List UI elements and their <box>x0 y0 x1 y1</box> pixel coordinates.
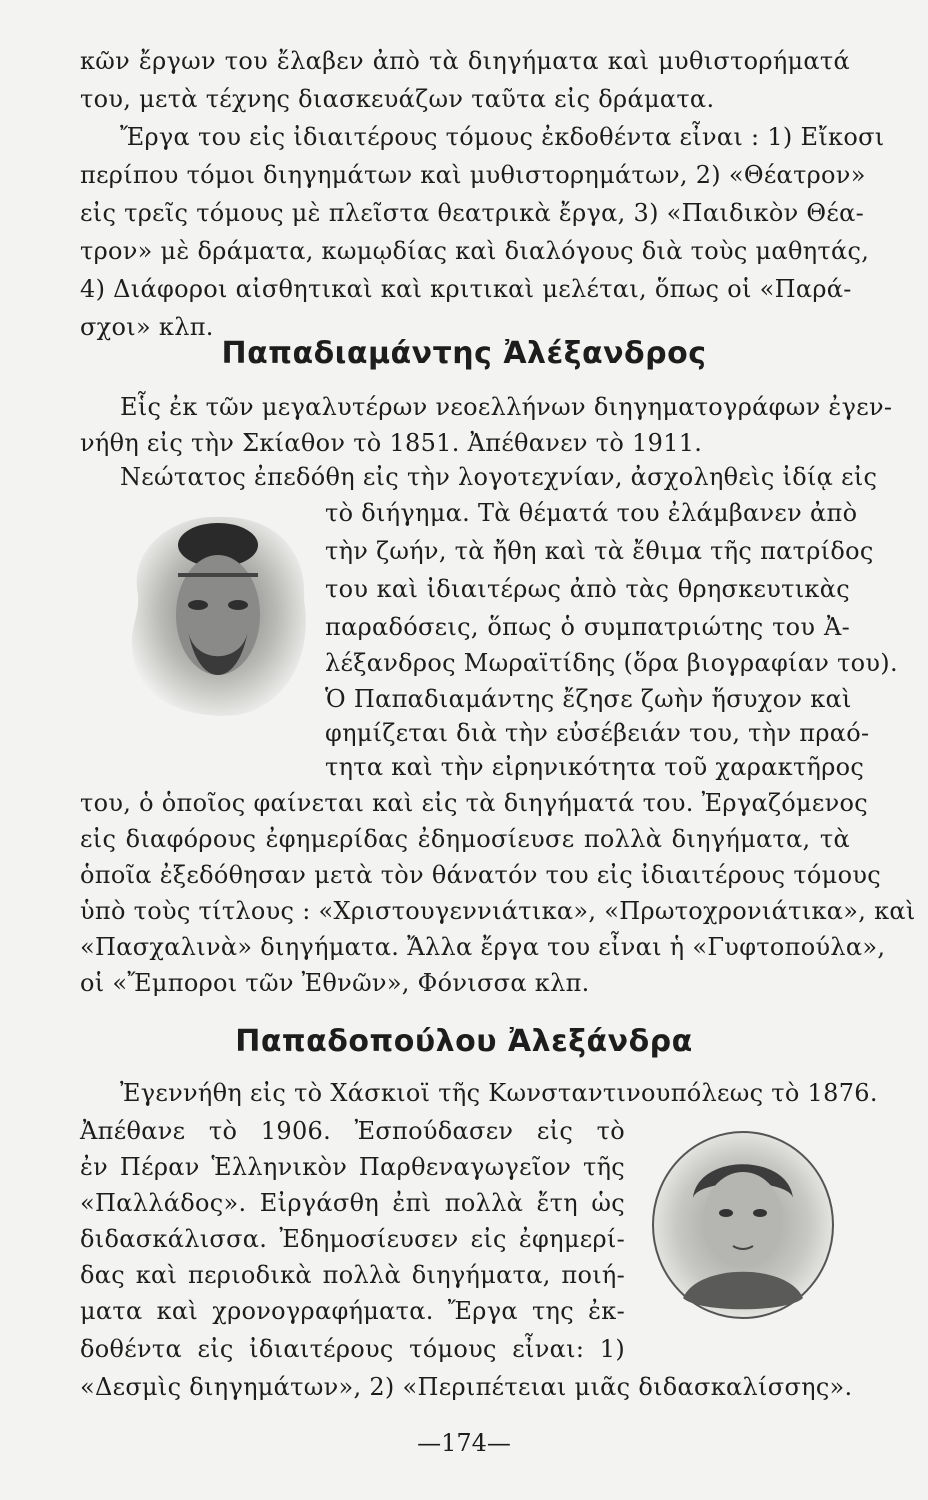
text-line: Εἷς ἐκ τῶν μεγαλυτέρων νεοελλήνων διηγηματογράφων ἐγεν- <box>120 393 893 421</box>
text-line: τητα καὶ τὴν εἰρηνικότητα τοῦ χαρακτῆρος <box>325 753 865 781</box>
text-line: φημίζεται διὰ τὴν εὐσέβειάν του, τὴν πραό- <box>325 719 870 747</box>
text-line: «Πασχαλινὰ» διηγήματα. Ἄλλα ἔργα του εἶναι ἡ «Γυφτοπούλα», <box>80 933 886 961</box>
text-line: παραδόσεις, ὅπως ὁ συμπατριώτης του Ἀ- <box>325 613 850 641</box>
text-line: εἰς τρεῖς τόμους μὲ πλεῖστα θεατρικὰ ἔργα, 3) «Παιδικὸν Θέα- <box>80 199 865 227</box>
text-line: δας καὶ περιοδικὰ πολλὰ διηγήματα, ποιή- <box>80 1261 625 1289</box>
text-line: του, ὁ ὁποῖος φαίνεται καὶ εἰς τὰ διηγήματά του. Ἐργαζόμενος <box>80 789 869 817</box>
portrait-papadopoulou-image <box>648 1128 838 1323</box>
text-line: Ὁ Παπαδιαμάντης ἔζησε ζωὴν ἥσυχον καὶ <box>325 685 852 713</box>
text-line: ὁποῖα ἐξεδόθησαν μετὰ τὸν θάνατόν του εἰς ἰδιαιτέρους τόμους <box>80 861 881 889</box>
text-line: Ἐγεννήθη εἰς τὸ Χάσκιοϊ τῆς Κωνσταντινουπόλεως τὸ 1876. <box>120 1079 878 1107</box>
text-line: Ἀπέθανε τὸ 1906. Ἐσπούδασεν εἰς τὸ <box>80 1117 625 1145</box>
text-line: τὴν ζωήν, τὰ ἤθη καὶ τὰ ἔθιμα τῆς πατρίδος <box>325 537 874 565</box>
text-line: τρον» μὲ δράματα, κωμῳδίας καὶ διαλόγους διὰ τοὺς μαθητάς, <box>80 237 870 265</box>
portrait-papadiamantis-image <box>118 505 318 720</box>
text-line: κῶν ἔργων του ἔλαβεν ἀπὸ τὰ διηγήματα καὶ μυθιστορήματά <box>80 47 850 75</box>
text-line: διδασκάλισσα. Ἐδημοσίευσεν εἰς ἐφημερί- <box>80 1225 625 1253</box>
text-line: «Δεσμὶς διηγημάτων», 2) «Περιπέτειαι μιᾶς διδασκαλίσσης». <box>80 1373 853 1401</box>
text-line: Ἔργα του εἰς ἰδιαιτέρους τόμους ἐκδοθέντα εἶναι : 1) Εἴκοσι <box>120 123 885 151</box>
text-line: ματα καὶ χρονογραφήματα. Ἔργα της ἐκ- <box>80 1297 625 1325</box>
text-line: νήθη εἰς τὴν Σκίαθον τὸ 1851. Ἀπέθανεν τὸ 1911. <box>80 429 703 457</box>
text-line: δοθέντα εἰς ἰδιαιτέρους τόμους εἶναι: 1) <box>80 1335 625 1363</box>
text-line: Νεώτατος ἐπεδόθη εἰς τὴν λογοτεχνίαν, ἀσχοληθεὶς ἰδίᾳ εἰς <box>120 463 878 491</box>
text-line: του καὶ ἰδιαιτέρως ἀπὸ τὰς θρησκευτικὰς <box>325 575 850 603</box>
text-line: εἰς διαφόρους ἐφημερίδας ἐδημοσίευσε πολλὰ διηγήματα, τὰ <box>80 825 850 853</box>
text-line: «Παλλάδος». Εἰργάσθη ἐπὶ πολλὰ ἔτη ὡς <box>80 1189 625 1217</box>
text-line: 4) Διάφοροι αἰσθητικαὶ καὶ κριτικαὶ μελέται, ὅπως οἱ «Παρά- <box>80 275 852 303</box>
text-line: περίπου τόμοι διηγημάτων καὶ μυθιστορημάτων, 2) «Θέατρον» <box>80 161 866 189</box>
text-line: ἐν Πέραν Ἑλληνικὸν Παρθεναγωγεῖον τῆς <box>80 1153 625 1181</box>
text-line: λέξανδρος Μωραϊτίδης (ὅρα βιογραφίαν του). <box>325 649 898 677</box>
page-number: —174— <box>417 1429 511 1457</box>
text-line: οἱ «Ἔμποροι τῶν Ἐθνῶν», Φόνισσα κλπ. <box>80 969 590 997</box>
text-line: σχοι» κλπ. <box>80 313 214 341</box>
section-heading-papadopoulou: Παπαδοπούλου Ἀλεξάνδρα <box>235 1024 693 1059</box>
text-line: τὸ διήγημα. Τὰ θέματά του ἐλάμβανεν ἀπὸ <box>325 499 858 527</box>
text-line: του, μετὰ τέχνης διασκευάζων ταῦτα εἰς δράματα. <box>80 85 715 113</box>
section-heading-papadiamantis: Παπαδιαμάντης Ἀλέξανδρος <box>221 336 707 371</box>
text-line: ὑπὸ τοὺς τίτλους : «Χριστουγεννιάτικα», «Πρωτοχρονιάτικα», καὶ <box>80 897 916 925</box>
